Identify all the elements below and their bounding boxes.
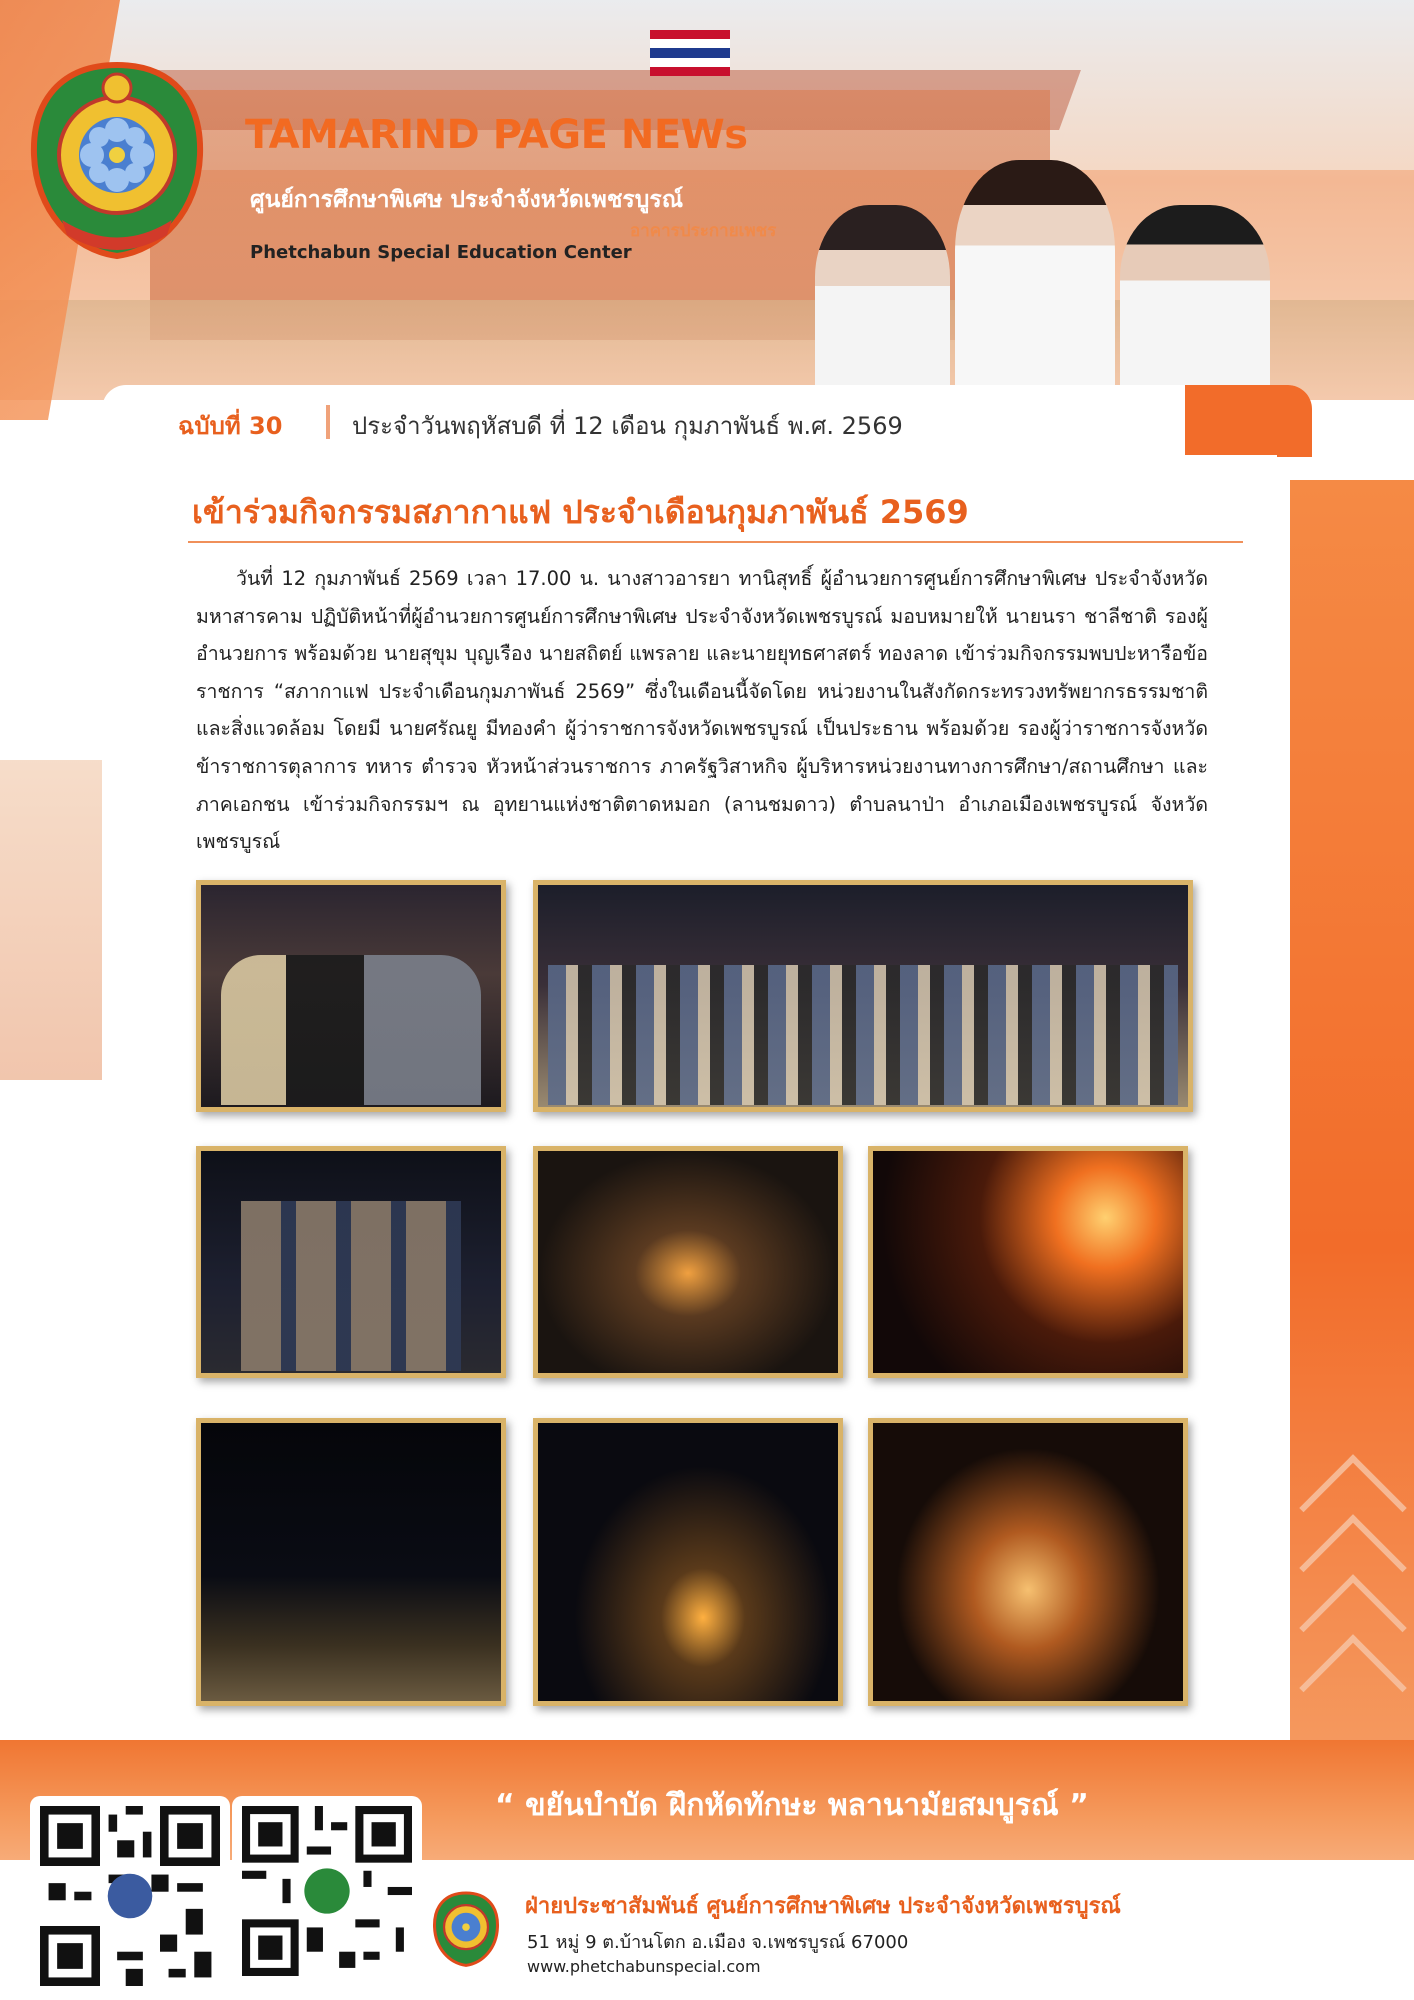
organization-name-english: Phetchabun Special Education Center (250, 242, 632, 263)
event-photo (196, 1146, 506, 1378)
portrait-photo (1120, 205, 1270, 385)
footer-organization: ฝ่ายประชาสัมพันธ์ ศูนย์การศึกษาพิเศษ ประจำจังหวัดเพชรบูรณ์ (525, 1894, 1121, 1919)
event-photo (196, 880, 506, 1112)
article-title: เข้าร่วมกิจกรรมสภากาแฟ ประจำเดือนกุมภาพันธ์ 2569 (192, 493, 969, 531)
footer-address: 51 หมู่ 9 ต.บ้านโตก อ.เมือง จ.เพชรบูรณ์ 67000 (527, 1932, 909, 1953)
event-photo (868, 1146, 1188, 1378)
issue-bar-accent (1185, 385, 1312, 457)
qr-code-website[interactable] (232, 1796, 422, 1986)
event-photo (868, 1418, 1188, 1706)
title-underline (188, 541, 1243, 543)
school-seal-logo (430, 1890, 502, 1968)
qr-code-icon (242, 1806, 412, 1976)
school-seal-logo (22, 60, 212, 260)
event-photo (533, 1146, 843, 1378)
article-body: วันที่ 12 กุมภาพันธ์ 2569 เวลา 17.00 น. นางสาวอารยา ทานิสุทธิ์ ผู้อำนวยการศูนย์การศึกษาพิเศษ ประจำจังหวัดมหาสารคาม ปฏิบัติหน้าที่ผู้อำนวยการศูนย์การศึกษาพิเศษ ประจำจังหวัดเพชรบูรณ์ มอบหมายให้ นายนรา ชาลีชาติ รองผู้อำนวยการ พร้อมด้วย นายสุขุม บุญเรือง นายสถิตย์ แพรลาย และนายยุทธศาสตร์ ทองลาด เข้าร่วมกิจกรรมพบปะหารือข้อราชการ “สภากาแฟ ประจำเดือนกุมภาพันธ์ 2569” ซึ่งในเดือนนี้จัดโดย หน่วยงานในสังกัดกระทรวงทรัพยากรธรรมชาติและสิ่งแวดล้อม โดยมี นายศรัณยู มีทองคำ ผู้ว่าราชการจังหวัดเพชรบูรณ์ เป็นประธาน พร้อมด้วย รองผู้ว่าราชการจังหวัด ข้าราชการตุลาการ ทหาร ตำรวจ หัวหน้าส่วนราชการ ภาครัฐวิสาหกิจ ผู้บริหารหน่วยงานทางการศึกษา/สถานศึกษา และภาคเอกชน เข้าร่วมกิจกรรมฯ ณ อุทยานแห่งชาติตาดหมอก (ลานชมดาว) ตำบลนาป่า อำเภอเมืองเพชรบูรณ์ จังหวัดเพชรบูรณ์ (196, 567, 1208, 854)
thai-flag-icon (650, 30, 730, 75)
issue-number: ฉบับที่ 30 (178, 412, 283, 440)
facebook-icon (128, 1894, 132, 1898)
issue-date: ประจำวันพฤหัสบดี ที่ 12 เดือน กุมภาพันธ์ พ.ศ. 2569 (352, 412, 903, 440)
motto: “ ขยันบำบัด ฝึกหัดทักษะ พลานามัยสมบูรณ์ ” (495, 1788, 1089, 1823)
portrait-photo (815, 205, 950, 385)
organization-name-thai: ศูนย์การศึกษาพิเศษ ประจำจังหวัดเพชรบูรณ์ (250, 187, 684, 213)
event-photo (533, 1418, 843, 1706)
newsletter-title: TAMARIND PAGE NEWs (245, 112, 748, 158)
building-label: อาคารประกายเพชร (630, 221, 777, 241)
portrait-photo (955, 160, 1115, 385)
event-photo (533, 880, 1193, 1112)
qr-code-facebook[interactable] (30, 1796, 230, 1996)
footer-website-link[interactable]: www.phetchabunspecial.com (527, 1957, 761, 1976)
issue-divider (326, 405, 330, 439)
event-photo (196, 1418, 506, 1706)
